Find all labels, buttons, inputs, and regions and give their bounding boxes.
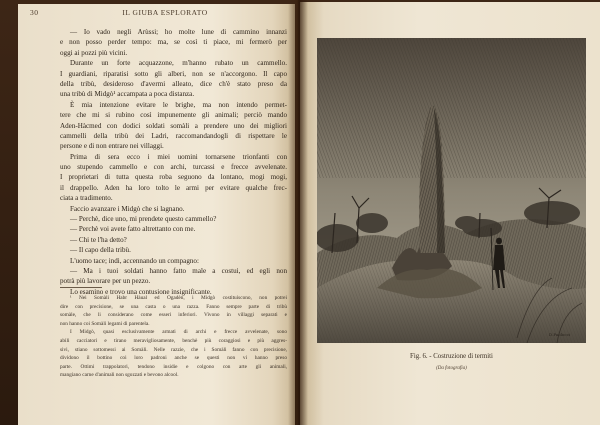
text-line: — Ma i tuoi soldati hanno fatto male a costui, ed egli non [70,266,287,275]
footnote-line: abili cacciatori e tirano meravigliosamente, benchè più coraggiosi e più aggres- [60,337,287,344]
text-line: oggi ai pozzi più vicini. [60,48,128,57]
footnote-line: mangiano carne d'animali non sgozzati e bevono alcool. [60,372,179,379]
text-line: della tribù, desideroso d'avermi alleato, dice ch'è stato preso da [60,79,287,88]
footnote-line: non hanno coi Somàli legami di parentela. [60,320,150,327]
text-line: — Io vado negli Arùssi; ho molte lune di cammino innanzi [70,28,287,36]
footnote-line: dividono il bottino coi loro padroni anche se questi non vi hanno preso [60,355,287,362]
termite-mound-engraving [317,38,586,343]
text-line: — Il capo della tribù. [70,246,131,255]
text-line: tere che mi si rubino così impunemente gli animali; perciò mando [60,111,287,120]
figure-credit: (Da fotografia) [436,366,467,371]
text-line: I guardiani, riparatisi sotto gli alberi, non se n'accorgono. Il capo [60,69,287,78]
footnote-line: sivi, stiano sottomessi ai Somàli. Nelle razzie, che i Somàli fanno con precisione, [60,346,287,353]
text-line: ciata a tradimento. [60,194,113,203]
text-line: L'uomo tace; indi, accennando un compagno: [70,256,199,265]
text-line: Faccio avanzare i Midgò che si lagnano. [70,204,185,213]
text-line: potrà più lavorare per un pezzo. [60,277,151,286]
text-line: una tribù di Midgò¹ accampata a poca distanza. [60,90,195,99]
footnote-rule [60,287,102,288]
page-number: 30 [30,8,39,17]
text-line: uno stupendo cammello e con archi, turcassi e frecce avvelenate. [60,163,287,172]
text-line: cammelli della tribù dei Ladri, raccomandandogli di rispettare le [60,131,287,140]
chapter-title: IL GIUBA ESPLORATO [122,8,208,17]
text-line: — Chi te l'ha detto? [70,235,127,244]
text-line: Durante un forte acquazzone, m'hanno rubato un cammello. [70,59,287,68]
text-line: — Perchè, dice uno, mi prendete questo cammello? [70,215,217,224]
footnote-line: dire con precisione, se una casta o una razza. Fanno sempre parte di tribù [60,303,287,310]
book-gutter [288,0,308,425]
text-line: il drappello. Aden ha loro tolto le armi per evitare qualche frec- [60,183,287,192]
figure-caption: Fig. 6. - Costruzione di termiti [410,353,493,360]
text-line: e non posso perder tempo: ma, se così ti piace, mi fermerò per [60,38,287,47]
illustrator-signature: D.Paolocci [549,332,571,337]
text-line: Aden-Hàcmed con dodici soldati somàli a prendere uno dei migliori [60,121,287,130]
footnote-line: somàle, che li considerano come esseri inferiori. Vivono in villaggi separati e [60,312,287,319]
text-line: Prima di sera ecco i miei uomini tornarsene trionfanti con [70,152,287,161]
text-line: persone e di non entrare nei villaggi. [60,142,164,151]
text-line: — Perchè voi avete fatto altrettanto con me. [70,225,196,234]
footnote-line: I Midgò, quasi esclusivamente armati di archi e frecce avvelenate, sono [70,329,287,336]
text-line: I proprietari di tutta questa roba seguono da lontano, mogi mogi, [60,173,287,182]
text-line: Lo esamino e trovo una contusione insignificante. [70,287,212,296]
footnote-line: ¹ Nei Somàli Habr Hàual ed Ogadèn, i Midgò costituiscono, non potrei [70,295,287,301]
running-head [30,8,285,20]
text-line: È mia intenzione evitare le brighe, ma non intendo permet- [70,100,287,109]
body-text [60,27,287,297]
footnote-line: parte. Ottimi trappolatori, tendono insidie e colgono con arte gli animali, [60,363,287,370]
footnotes [60,294,287,380]
